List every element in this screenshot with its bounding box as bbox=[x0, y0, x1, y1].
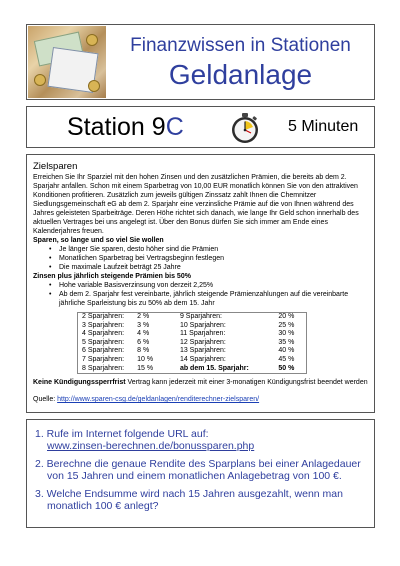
source-link[interactable]: http://www.sparen-csg.de/geldanlagen/renditerechner-zielsparen/ bbox=[57, 396, 260, 404]
task-3-text: 3. Welche Endsumme wird nach 15 Jahren ausgezahlt, wenn man bbox=[35, 488, 343, 500]
station-label bbox=[67, 113, 184, 142]
table-row bbox=[78, 339, 307, 348]
list-item: • Monatlichen Sparbetrag bei Vertragsbeginn festlegen bbox=[49, 254, 368, 263]
table-cell: 15 % bbox=[137, 364, 154, 372]
table-row bbox=[78, 322, 307, 331]
money-photo bbox=[28, 26, 106, 98]
table-cell: 10 Sparjahren: bbox=[179, 321, 226, 329]
section-title: Zielsparen bbox=[33, 161, 78, 172]
table-cell: 25 % bbox=[278, 321, 295, 329]
intro-paragraph: Erreichen Sie Ihr Sparziel mit den hohen Zinsen und den zusätzlichen Prämien, die bereits ab dem 2. Sparjahr anfallen. Schon mit einem Sparbetrag von 10,00 EUR monatlich können Sie von den attraktiven Konditionen profitieren. Zusätzlich zum jeweils gültigen Zinssatz zahlt Ihnen die Chemnitzer Siedlungsgemeinschaft eG ab dem 2. Sparjahr eine verzinsliche Prämie auf die von Ihnen während des Jahres geleisteten Sparbeiträge. Deren Höhe richtet sich danach, wie lange Ihr Geld schon innerhalb des aktuellen Vertrages bei uns angelegt ist. Über den Bonus dürfen Sie sich immer am Ende eines Kalenderjahres freuen. bbox=[33, 174, 359, 235]
table-cell: 14 Sparjahren: bbox=[179, 355, 226, 363]
table-cell: 13 Sparjahren: bbox=[179, 347, 226, 355]
bullet-list bbox=[49, 245, 368, 272]
header-title: Finanzwissen in Stationen bbox=[130, 35, 351, 56]
table-cell: 50 % bbox=[278, 364, 295, 372]
table-cell: 3 Sparjahren: bbox=[82, 321, 125, 329]
station-bar bbox=[26, 106, 375, 148]
cancellation-note-text: Vertrag kann jederzeit mit einer 3-monatigen Kündigungsfrist beendet werden bbox=[125, 379, 368, 387]
subheading: Sparen, so lange und so viel Sie wollen bbox=[33, 237, 164, 244]
task-1 bbox=[35, 428, 366, 452]
table-cell: 7 Sparjahren: bbox=[82, 355, 125, 363]
coin-icon bbox=[88, 80, 100, 92]
task-2-text-cont: von 15 Jahren und einem monatlichen Anlagebetrag von 100 €. bbox=[47, 470, 342, 482]
task-3-text-cont: monatlich 100 € anlegt? bbox=[47, 500, 159, 512]
station-prefix: Station 9 bbox=[67, 113, 166, 141]
task-3 bbox=[35, 488, 366, 512]
premium-rates-table bbox=[77, 312, 307, 374]
list-item: • Je länger Sie sparen, desto höher sind die Prämien bbox=[49, 245, 368, 254]
task-2-text: 2. Berechne die genaue Rendite des Sparplans bei einer Anlagedauer bbox=[35, 458, 361, 470]
header-subtitle: Geldanlage bbox=[168, 59, 313, 90]
stopwatch-icon bbox=[229, 112, 261, 144]
station-letter: C bbox=[165, 113, 184, 141]
info-box bbox=[26, 154, 375, 413]
table-cell: 2 % bbox=[137, 313, 150, 320]
coin-icon bbox=[34, 74, 46, 86]
source-label: Quelle: bbox=[33, 396, 58, 404]
list-item: • Ab dem 2. Sparjahr fest vereinbarte, jährlich steigende Prämienzahlungen auf die vereinbarte jährliche Sparleistung bis zu 50% ab dem 15. Jahr bbox=[49, 290, 368, 308]
table-row bbox=[78, 365, 307, 374]
table-cell: 8 % bbox=[137, 347, 150, 355]
table-cell: 5 Sparjahren: bbox=[82, 338, 125, 346]
task-1-url[interactable]: www.zinsen-berechnen.de/bonussparen.php bbox=[47, 440, 255, 452]
tasks-box bbox=[26, 419, 375, 528]
table-cell: 4 Sparjahren: bbox=[82, 330, 125, 338]
task-1-text: 1. Rufe im Internet folgende URL auf: bbox=[35, 428, 209, 440]
list-item: • Hohe variable Basisverzinsung von derzeit 2,25% bbox=[49, 281, 368, 290]
table-row bbox=[78, 330, 307, 339]
table-cell: 12 Sparjahren: bbox=[179, 338, 226, 346]
cancellation-note-bold: Keine Kündigungssperrfrist bbox=[33, 379, 126, 387]
bullet-list bbox=[49, 281, 368, 308]
table-cell: 6 % bbox=[137, 338, 150, 346]
table-row bbox=[78, 313, 307, 322]
table-cell: 2 Sparjahren: bbox=[82, 313, 125, 320]
table-cell: 45 % bbox=[278, 355, 295, 363]
table-cell: 20 % bbox=[278, 313, 295, 320]
table-row bbox=[78, 356, 307, 365]
cancellation-note bbox=[33, 378, 368, 387]
source-line bbox=[33, 395, 368, 404]
table-cell: 6 Sparjahren: bbox=[82, 347, 125, 355]
table-cell: 40 % bbox=[278, 347, 295, 355]
table-cell: 10 % bbox=[137, 355, 154, 363]
table-cell: 8 Sparjahren: bbox=[82, 364, 125, 372]
subheading: Zinsen plus jährlich steigende Prämien bis 50% bbox=[33, 273, 191, 280]
table-cell: 9 Sparjahren: bbox=[179, 313, 222, 320]
table-cell: 4 % bbox=[137, 330, 150, 338]
table-cell: 35 % bbox=[278, 338, 295, 346]
header-box bbox=[26, 24, 375, 100]
list-item: • Die maximale Laufzeit beträgt 25 Jahre bbox=[49, 263, 368, 272]
table-cell: 3 % bbox=[137, 321, 150, 329]
table-cell: ab dem 15. Sparjahr: bbox=[179, 364, 249, 372]
table-cell: 30 % bbox=[278, 330, 295, 338]
table-row bbox=[78, 347, 307, 356]
table-cell: 11 Sparjahren: bbox=[179, 330, 226, 338]
task-2 bbox=[35, 458, 366, 482]
duration-label: 5 Minuten bbox=[288, 118, 359, 135]
coin-icon bbox=[86, 34, 98, 46]
